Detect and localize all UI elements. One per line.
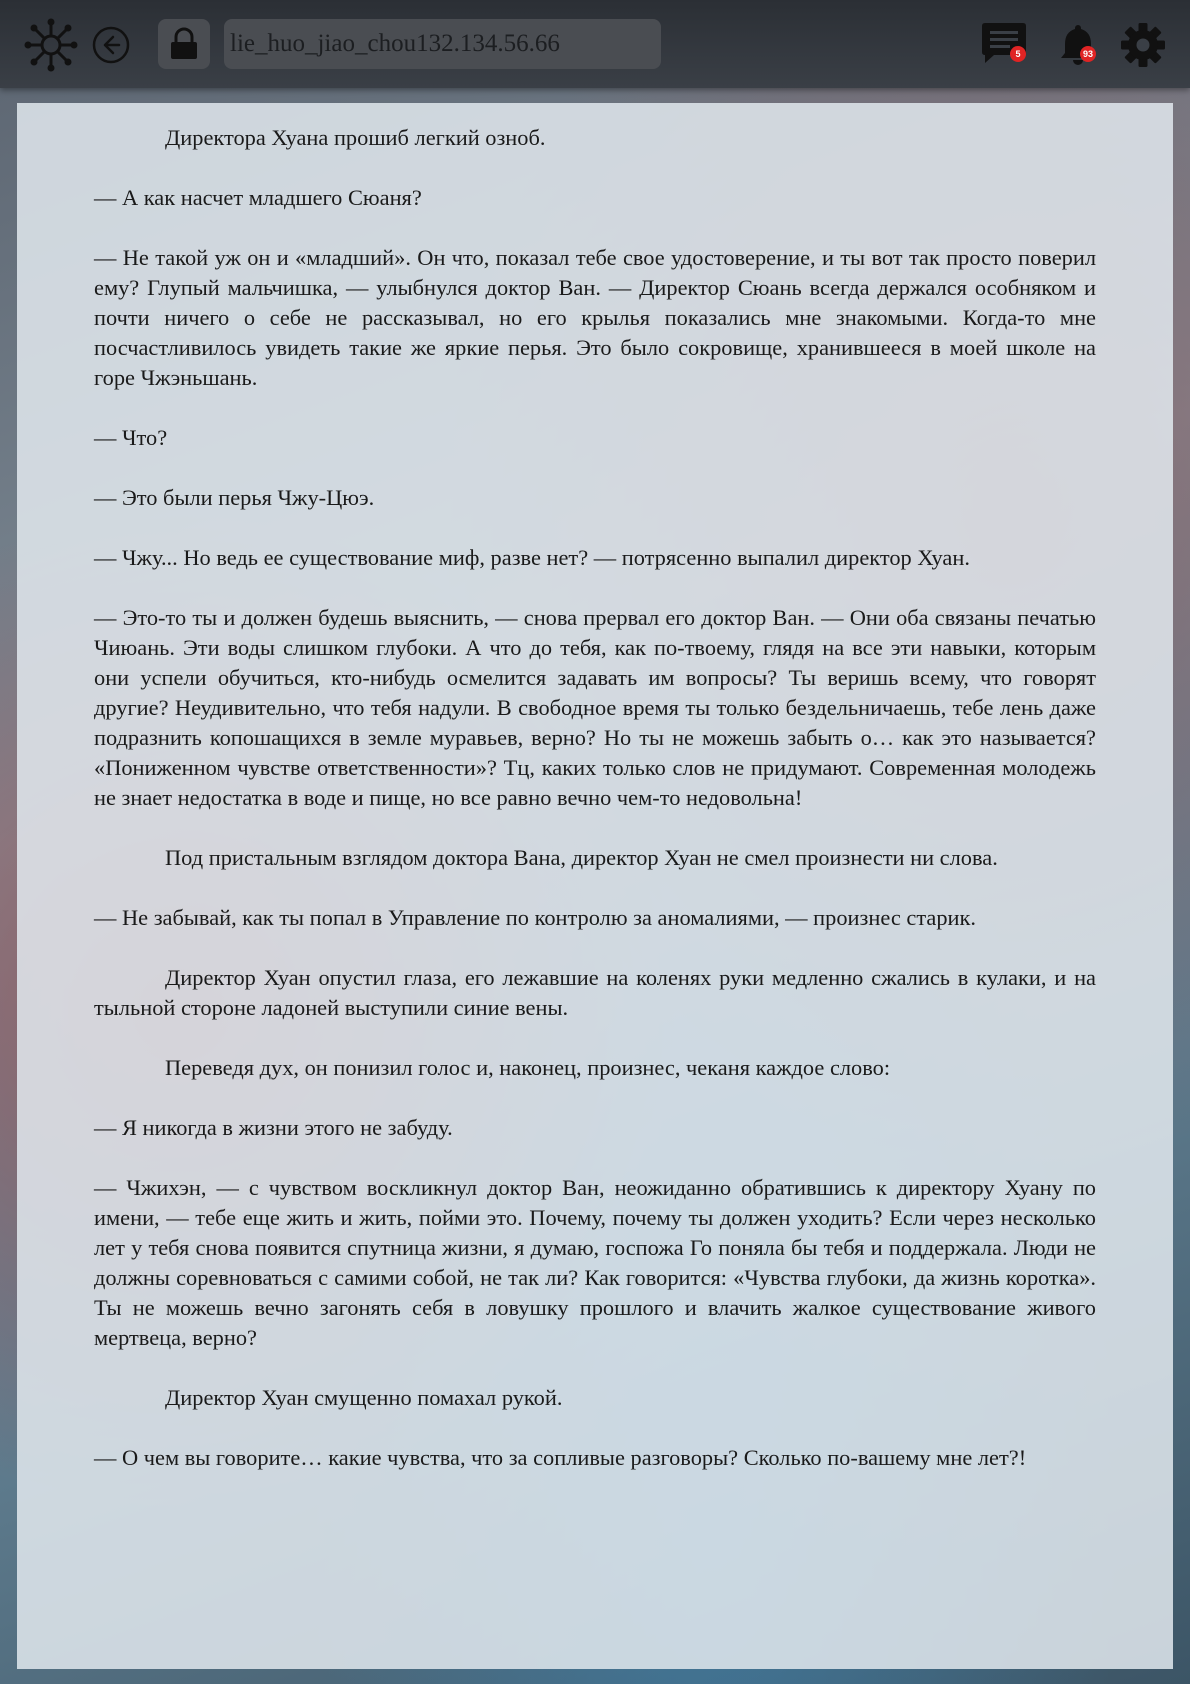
paragraph: — Это были перья Чжу-Цюэ. bbox=[94, 485, 375, 510]
paragraph: — Что? bbox=[94, 425, 168, 450]
back-arrow-icon[interactable] bbox=[92, 26, 130, 64]
paragraph: — О чем вы говорите… какие чувства, что за сопливые разговоры? Сколько по-вашему мне лет?! bbox=[94, 1445, 1027, 1470]
paragraph: Директор Хуан опустил глаза, его лежавшие на коленях руки медленно сжались в кулаки, и на тыльной стороне ладоней выступили синие вены. bbox=[94, 965, 1096, 1020]
top-bar bbox=[0, 0, 1190, 88]
notifications-button[interactable] bbox=[1056, 22, 1100, 66]
paragraph: — Чжу... Но ведь ее существование миф, разве нет? — потрясенно выпалил директор Хуан. bbox=[94, 545, 970, 570]
messages-badge: 5 bbox=[1010, 46, 1026, 62]
paragraph: — Не забывай, как ты попал в Управление по контролю за аномалиями, — произнес старик. bbox=[94, 905, 976, 930]
paragraph: — Чжихэн, — с чувством воскликнул доктор Ван, неожиданно обратившись к директору Хуану по имени, — тебе еще жить и жить, пойми это. Почему, почему ты должен уходить? Если через несколько лет у тебя снова появится спутница жизни, я думаю, госпожа Го поняла бы тебя и поддержала. Люди не должны соревноваться с самими собой, не так ли? Как говорится: «Чувства глубоки, да жизнь коротка». Ты не можешь вечно загонять себя в ловушку прошлого и влачить жалкое существование живого мертвеца, верно? bbox=[94, 1175, 1096, 1350]
paragraph: — Я никогда в жизни этого не забуду. bbox=[94, 1115, 453, 1140]
paragraph: — А как насчет младшего Сюаня? bbox=[94, 185, 422, 210]
address-field[interactable]: lie_huo_jiao_chou132.134.56.66 bbox=[224, 19, 661, 69]
lock-button[interactable] bbox=[158, 19, 210, 69]
lock-icon bbox=[168, 27, 200, 61]
paragraph: Под пристальным взглядом доктора Вана, директор Хуан не смел произнести ни слова. bbox=[165, 845, 998, 870]
reader-content bbox=[17, 103, 1173, 1669]
gear-icon bbox=[1120, 22, 1166, 68]
paragraph: Переведя дух, он понизил голос и, наконец, произнес, чеканя каждое слово: bbox=[165, 1055, 891, 1080]
paragraph: Директора Хуана прошиб легкий озноб. bbox=[165, 125, 546, 150]
paragraph: Директор Хуан смущенно помахал рукой. bbox=[165, 1385, 563, 1410]
paragraph: — Это-то ты и должен будешь выяснить, — снова прервал его доктор Ван. — Они оба связаны печатью Чиюань. Эти воды слишком глубоки. А что до тебя, как по-твоему, глядя на все эти навыки, которым они успели обучиться, кто-нибудь осмелится задавать им вопросы? Ты веришь всему, что говорят другие? Неудивительно, что тебя надули. В свободное время ты только бездельничаешь, тебе лень даже подразнить копошащихся в земле муравьев, верно? Но ты не можешь забыть о… как это называется? «Пониженном чувстве ответственности»? Тц, каких только слов не придумают. Современная молодежь не знает недостатка в воде и пище, но все равно вечно чем-то недовольна! bbox=[94, 605, 1096, 810]
notifications-badge: 93 bbox=[1080, 46, 1096, 62]
messages-button[interactable] bbox=[980, 22, 1028, 66]
paragraph: — Не такой уж он и «младший». Он что, показал тебе свое удостоверение, и ты вот так просто поверил ему? Глупый мальчишка, — улыбнулся доктор Ван. — Директор Сюань всегда держался особняком и почти ничего о себе не рассказывал, но его крылья показались мне знакомыми. Когда-то мне посчастливилось увидеть такие же яркие перья. Это было сокровище, хранившееся в моей школе на горе Чжэньшань. bbox=[94, 245, 1096, 390]
network-logo-icon[interactable] bbox=[24, 18, 78, 72]
settings-button[interactable] bbox=[1120, 22, 1166, 68]
